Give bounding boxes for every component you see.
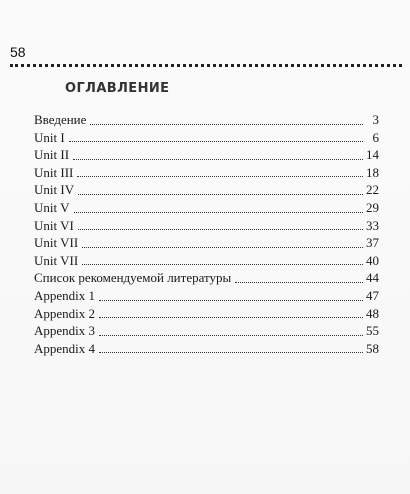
toc-entry-label: Unit VII — [34, 252, 79, 268]
toc-entry — [34, 217, 379, 235]
header-dotted-rule — [10, 64, 402, 67]
toc-entry — [34, 305, 379, 323]
toc-dot-leader — [99, 300, 363, 301]
toc-entry — [34, 181, 379, 199]
toc-entry — [34, 129, 379, 147]
toc-entry-label: Список рекомендуемой литературы — [34, 270, 232, 286]
toc-dot-leader — [99, 317, 363, 318]
toc-entry-page: 18 — [366, 164, 379, 180]
toc-dot-leader — [77, 176, 363, 177]
toc-entry-page: 33 — [366, 217, 379, 233]
toc-dot-leader — [99, 335, 363, 336]
toc-entry-page: 40 — [366, 252, 379, 268]
toc-entry — [34, 146, 379, 164]
toc-entry-label: Appendix 3 — [34, 323, 96, 339]
toc-entry-label: Unit VII — [34, 235, 79, 251]
toc-entry-label: Unit III — [34, 164, 74, 180]
toc-dot-leader — [235, 282, 363, 283]
toc-entry-page: 3 — [372, 112, 379, 127]
toc-entry-page: 22 — [366, 182, 379, 198]
toc-entry — [34, 164, 379, 182]
toc-entry — [34, 111, 379, 129]
toc-entry-page: 47 — [366, 287, 379, 303]
toc-entry-label: Unit IV — [34, 182, 75, 198]
toc-entry-page: 58 — [366, 340, 379, 356]
toc-entry-page: 55 — [366, 323, 379, 339]
toc-entry-label: Appendix 4 — [34, 340, 96, 356]
toc-entry-page: 6 — [372, 129, 379, 145]
toc-dot-leader — [78, 229, 363, 230]
toc-dot-leader — [82, 264, 363, 265]
toc-entry — [34, 287, 379, 305]
toc-dot-leader — [78, 194, 363, 195]
toc-entry — [34, 199, 379, 217]
toc-entry-page: 37 — [366, 235, 379, 251]
toc-entry — [34, 252, 379, 270]
toc-dot-leader — [82, 247, 363, 248]
toc-entry-label: Unit I — [34, 129, 65, 145]
toc-entry-label: Appendix 1 — [34, 287, 96, 303]
toc-dot-leader — [90, 124, 363, 125]
toc-entry-label: Unit V — [34, 199, 70, 215]
toc-title: ОГЛАВЛЕНИЕ — [65, 81, 170, 96]
table-of-contents — [34, 111, 379, 357]
toc-entry-label: Unit VI — [34, 217, 74, 233]
toc-entry — [34, 340, 379, 358]
toc-entry-page: 14 — [366, 147, 379, 163]
toc-dot-leader — [74, 212, 363, 213]
toc-entry — [34, 322, 379, 340]
page-number: 58 — [10, 44, 26, 60]
toc-entry — [34, 234, 379, 252]
toc-entry-label: Введение — [34, 112, 87, 127]
toc-entry — [34, 269, 379, 287]
toc-entry-page: 44 — [366, 270, 379, 286]
toc-entry-page: 48 — [366, 305, 379, 321]
toc-dot-leader — [73, 159, 363, 160]
toc-entry-label: Appendix 2 — [34, 305, 96, 321]
toc-entry-page: 29 — [366, 199, 379, 215]
toc-entry-label: Unit II — [34, 147, 70, 163]
toc-dot-leader — [99, 352, 363, 353]
toc-dot-leader — [69, 141, 363, 142]
